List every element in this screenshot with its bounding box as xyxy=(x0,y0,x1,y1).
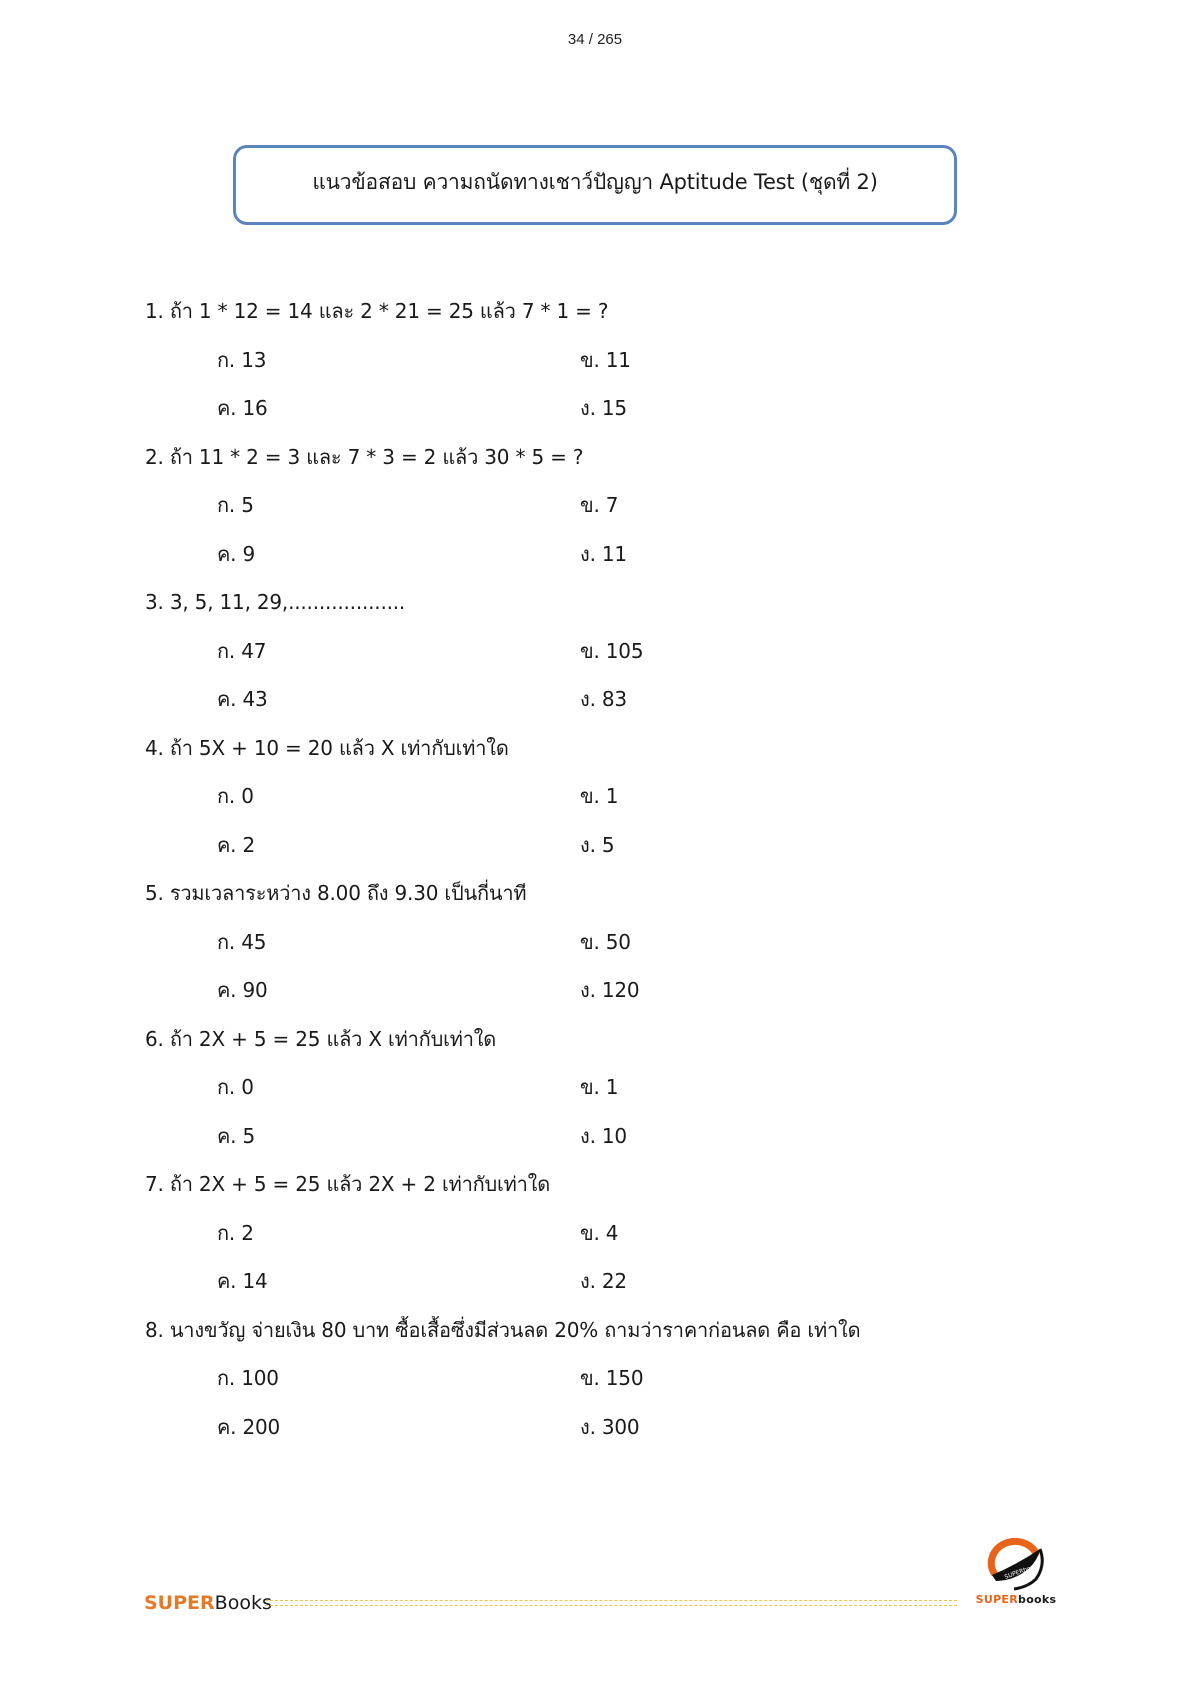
logo-swoosh-text: SUPERbooks xyxy=(1003,1561,1042,1581)
option-2-b: ข. 7 xyxy=(580,493,619,517)
question-7: 7. ถ้า 2X + 5 = 25 แล้ว 2X + 2 เท่ากับเท่าใด xyxy=(145,1172,551,1196)
option-4-c: ค. 2 xyxy=(217,833,256,857)
option-5-d: ง. 120 xyxy=(580,978,640,1002)
question-5: 5. รวมเวลาระหว่าง 8.00 ถึง 9.30 เป็นกี่นาที xyxy=(145,881,527,905)
question-3: 3. 3, 5, 11, 29,................... xyxy=(145,590,406,614)
page-number: 34 / 265 xyxy=(567,31,623,48)
question-1: 1. ถ้า 1 * 12 = 14 และ 2 * 21 = 25 แล้ว 7 * 1 = ? xyxy=(145,299,609,323)
option-4-a: ก. 0 xyxy=(217,784,254,808)
option-6-b: ข. 1 xyxy=(580,1075,619,1099)
option-6-c: ค. 5 xyxy=(217,1124,256,1148)
option-1-d: ง. 15 xyxy=(580,396,627,420)
option-5-b: ข. 50 xyxy=(580,930,631,954)
option-4-b: ข. 1 xyxy=(580,784,619,808)
option-3-a: ก. 47 xyxy=(217,639,267,663)
option-8-d: ง. 300 xyxy=(580,1415,640,1439)
option-2-c: ค. 9 xyxy=(217,542,256,566)
option-7-b: ข. 4 xyxy=(580,1221,619,1245)
superbooks-logo xyxy=(966,1535,1066,1615)
option-3-d: ง. 83 xyxy=(580,687,627,711)
option-2-a: ก. 5 xyxy=(217,493,254,517)
option-8-b: ข. 150 xyxy=(580,1366,644,1390)
option-3-c: ค. 43 xyxy=(217,687,268,711)
logo-super: SUPER xyxy=(975,1593,1019,1606)
option-7-a: ก. 2 xyxy=(217,1221,254,1245)
option-6-d: ง. 10 xyxy=(580,1124,627,1148)
logo-books: books xyxy=(1018,1593,1057,1606)
option-7-c: ค. 14 xyxy=(217,1269,268,1293)
question-2: 2. ถ้า 11 * 2 = 3 และ 7 * 3 = 2 แล้ว 30 * 5 = ? xyxy=(145,445,584,469)
question-8: 8. นางขวัญ จ่ายเงิน 80 บาท ซื้อเสื้อซึ่งมีส่วนลด 20% ถามว่าราคาก่อนลด คือ เท่าใด xyxy=(145,1318,861,1342)
option-1-b: ข. 11 xyxy=(580,348,631,372)
question-6: 6. ถ้า 2X + 5 = 25 แล้ว X เท่ากับเท่าใด xyxy=(145,1027,497,1051)
option-8-c: ค. 200 xyxy=(217,1415,281,1439)
footer-brand-books: Books xyxy=(214,1592,272,1614)
option-1-c: ค. 16 xyxy=(217,396,268,420)
page-title: แนวข้อสอบ ความถนัดทางเชาว์ปัญญา Aptitude Test (ชุดที่ 2) xyxy=(312,170,878,194)
question-4: 4. ถ้า 5X + 10 = 20 แล้ว X เท่ากับเท่าใด xyxy=(145,736,509,760)
option-2-d: ง. 11 xyxy=(580,542,627,566)
option-7-d: ง. 22 xyxy=(580,1269,627,1293)
option-8-a: ก. 100 xyxy=(217,1366,279,1390)
option-6-a: ก. 0 xyxy=(217,1075,254,1099)
swoosh-logo-icon xyxy=(966,1535,1066,1595)
option-4-d: ง. 5 xyxy=(580,833,615,857)
option-1-a: ก. 13 xyxy=(217,348,267,372)
logo-wordmark xyxy=(966,1593,1066,1606)
title-box xyxy=(233,145,957,225)
option-3-b: ข. 105 xyxy=(580,639,644,663)
footer-divider xyxy=(265,1600,957,1606)
footer-brand-super: SUPER xyxy=(144,1592,215,1614)
option-5-c: ค. 90 xyxy=(217,978,268,1002)
option-5-a: ก. 45 xyxy=(217,930,267,954)
footer-brand xyxy=(144,1588,272,1618)
